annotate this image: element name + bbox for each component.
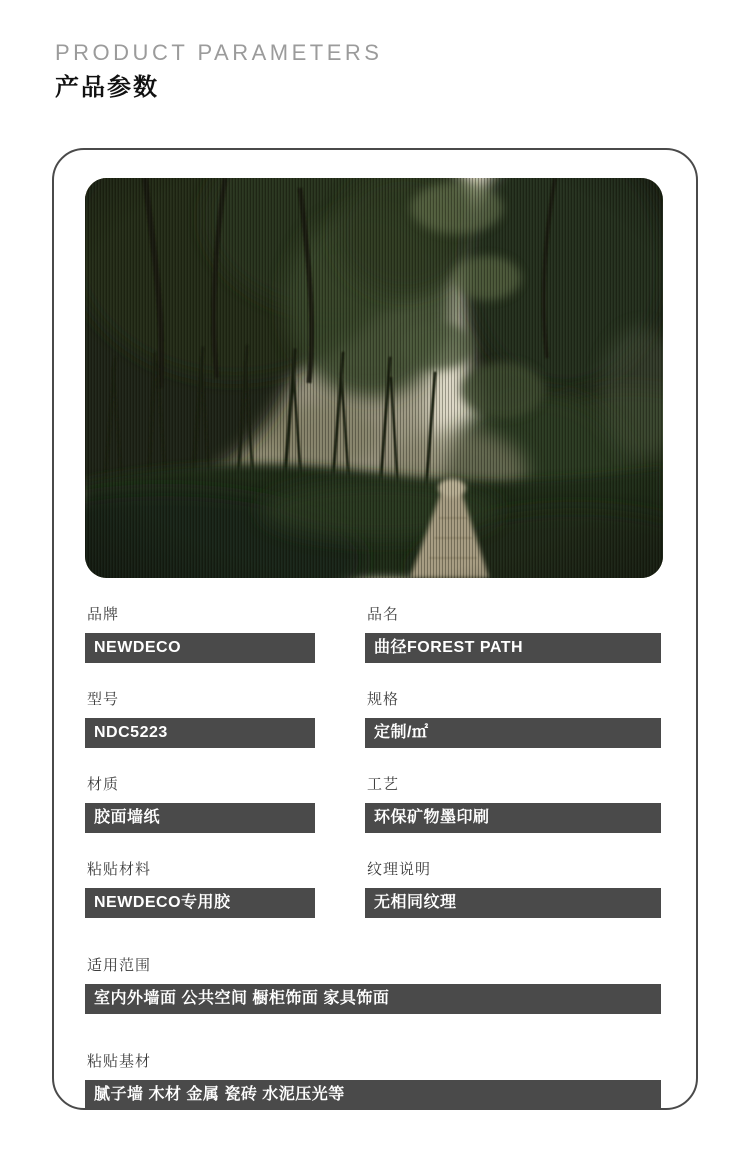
- param-row: [85, 833, 661, 918]
- param-value-bar: 胶面墙纸: [85, 803, 315, 833]
- parameters-panel: [52, 148, 698, 1110]
- param-cell-model: [85, 663, 315, 748]
- param-value-bar: 腻子墙 木材 金属 瓷砖 水泥压光等: [85, 1080, 661, 1110]
- param-cell-texture-note: [365, 833, 661, 918]
- param-value-bar: 曲径FOREST PATH: [365, 633, 661, 663]
- param-value-bar: NEWDECO: [85, 633, 315, 663]
- param-label: 适用范围: [87, 957, 152, 974]
- page-title-en: PRODUCT PARAMETERS: [55, 40, 383, 65]
- product-photo: [85, 178, 663, 578]
- param-value-bar: 定制/㎡: [365, 718, 661, 748]
- page-title-zh: 产品参数: [55, 74, 159, 101]
- param-cell-scope: [85, 956, 661, 1014]
- param-row: [85, 578, 661, 663]
- param-cell-brand: [85, 578, 315, 663]
- param-cell-substrate: [85, 1052, 661, 1110]
- param-value-bar: 无相同纹理: [365, 888, 661, 918]
- param-label: 品牌: [87, 606, 120, 623]
- param-cell-craft: [365, 748, 661, 833]
- param-value-bar: 室内外墙面 公共空间 橱柜饰面 家具饰面: [85, 984, 661, 1014]
- param-label: 粘贴基材: [87, 1053, 152, 1070]
- param-value-bar: NDC5223: [85, 718, 315, 748]
- param-row: [85, 663, 661, 748]
- param-cell-adhesive: [85, 833, 315, 918]
- param-row: [85, 748, 661, 833]
- param-label: 纹理说明: [367, 861, 432, 878]
- param-cell-material: [85, 748, 315, 833]
- param-cell-spec: [365, 663, 661, 748]
- param-cell-product-name: [365, 578, 661, 663]
- param-label: 型号: [87, 691, 120, 708]
- page-header: [55, 40, 382, 102]
- param-label: 规格: [367, 691, 400, 708]
- param-label: 工艺: [367, 776, 400, 793]
- param-label: 材质: [87, 776, 120, 793]
- param-label: 粘贴材料: [87, 861, 152, 878]
- forest-path-illustration: [85, 178, 663, 578]
- param-value-bar: NEWDECO专用胶: [85, 888, 315, 918]
- param-value-bar: 环保矿物墨印刷: [365, 803, 661, 833]
- param-label: 品名: [367, 606, 400, 623]
